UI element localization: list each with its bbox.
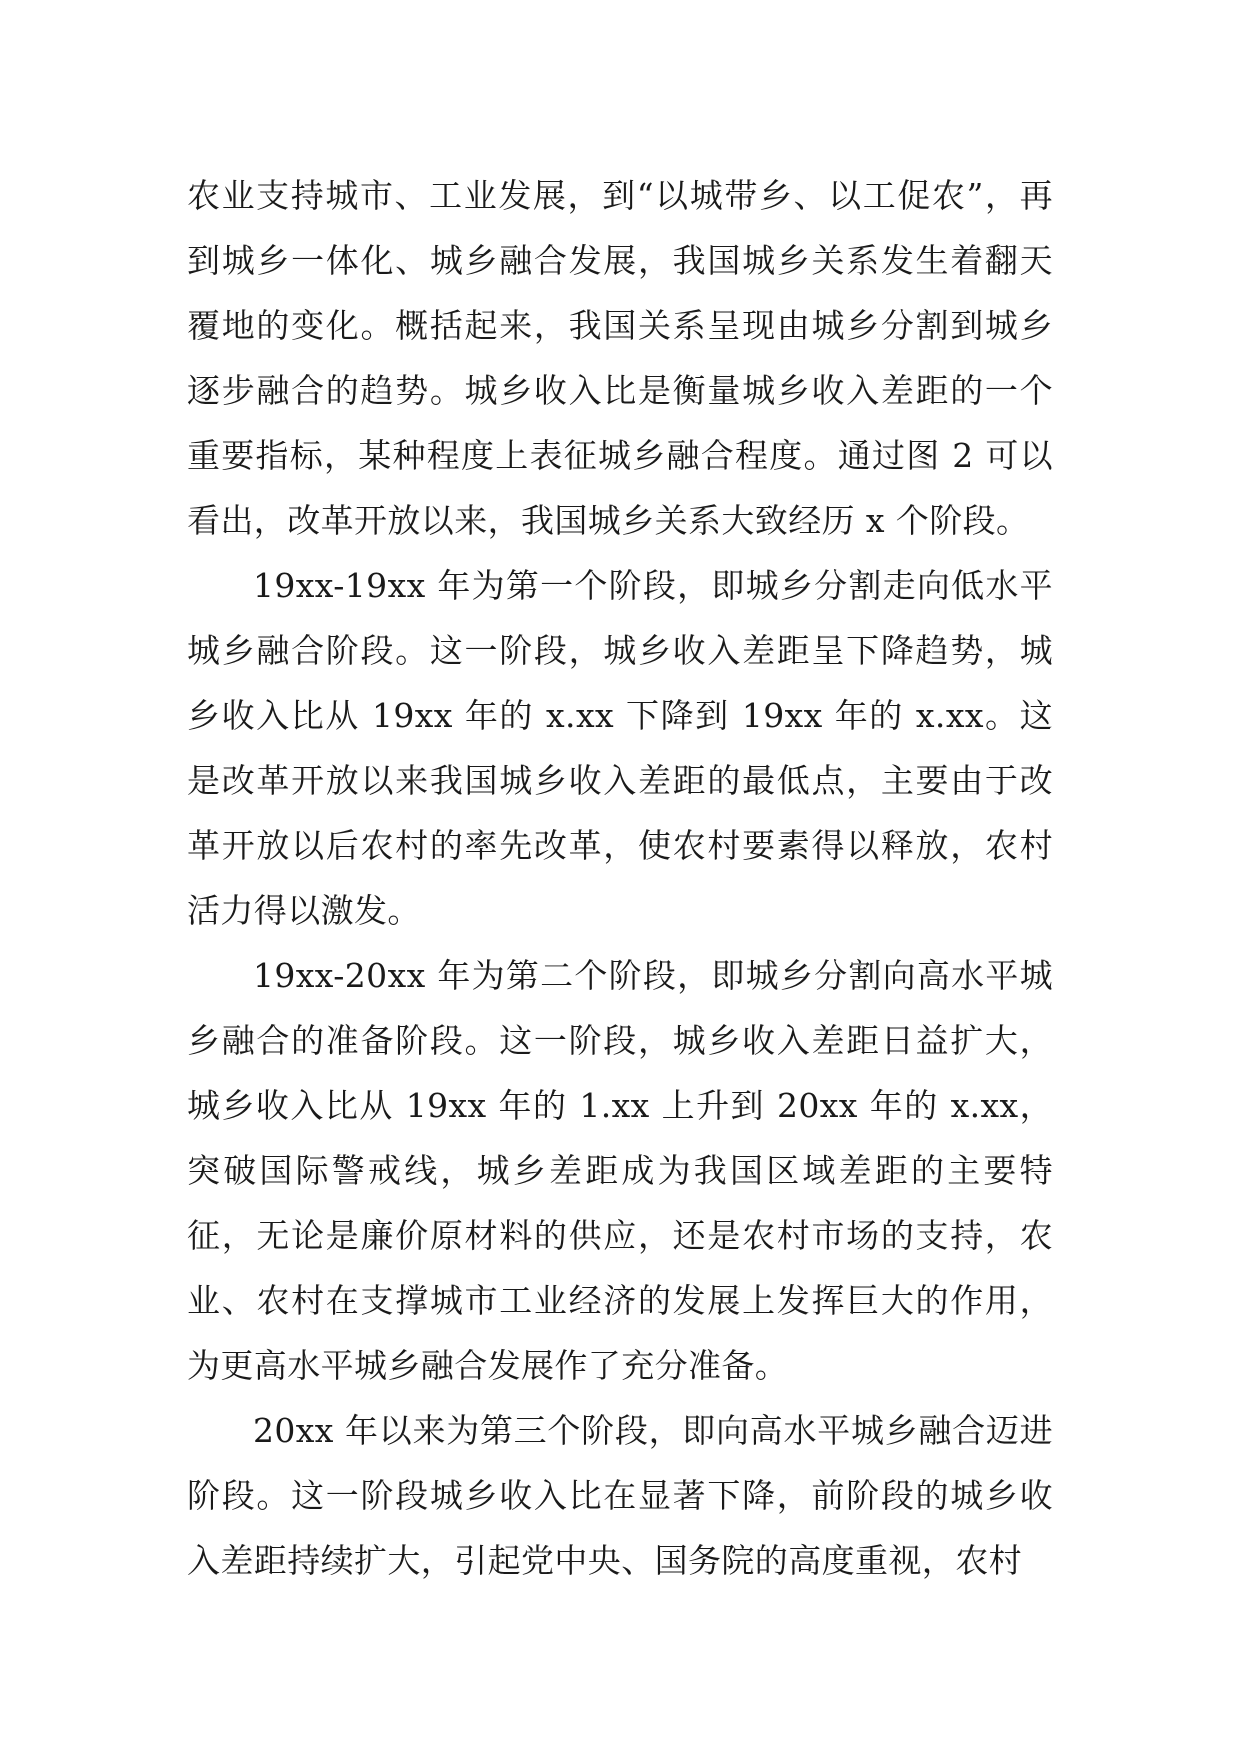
- paragraph-stage-one: 19xx-19xx 年为第一个阶段，即城乡分割走向低水平城乡融合阶段。这一阶段，城乡收入差距呈下降趋势，城乡收入比从 19xx 年的 x.xx 下降到 19xx 年的 x.xx。这是改革开放以来我国城乡收入差距的最低点，主要由于改革开放以后农村的率先改革，使农村要素得以释放，农村活力得以激发。: [187, 566, 1053, 930]
- paragraph-intro: 农业支持城市、工业发展，到“以城带乡、以工促农”，再到城乡一体化、城乡融合发展，我国城乡关系发生着翻天覆地的变化。概括起来，我国关系呈现由城乡分割到城乡逐步融合的趋势。城乡收入比是衡量城乡收入差距的一个重要指标，某种程度上表征城乡融合程度。通过图 2 可以看出，改革开放以来，我国城乡关系大致经历 x 个阶段。: [187, 176, 1053, 540]
- paragraph-stage-three: 20xx 年以来为第三个阶段，即向高水平城乡融合迈进阶段。这一阶段城乡收入比在显著下降，前阶段的城乡收入差距持续扩大，引起党中央、国务院的高度重视，农村: [187, 1411, 1053, 1580]
- document-body: [187, 163, 1053, 1593]
- paragraph-stage-two: 19xx-20xx 年为第二个阶段，即城乡分割向高水平城乡融合的准备阶段。这一阶段，城乡收入差距日益扩大，城乡收入比从 19xx 年的 1.xx 上升到 20xx 年的 x.xx，突破国际警戒线，城乡差距成为我国区域差距的主要特征，无论是廉价原材料的供应，还是农村市场的支持，农业、农村在支撑城市工业经济的发展上发挥巨大的作用，为更高水平城乡融合发展作了充分准备。: [187, 956, 1053, 1385]
